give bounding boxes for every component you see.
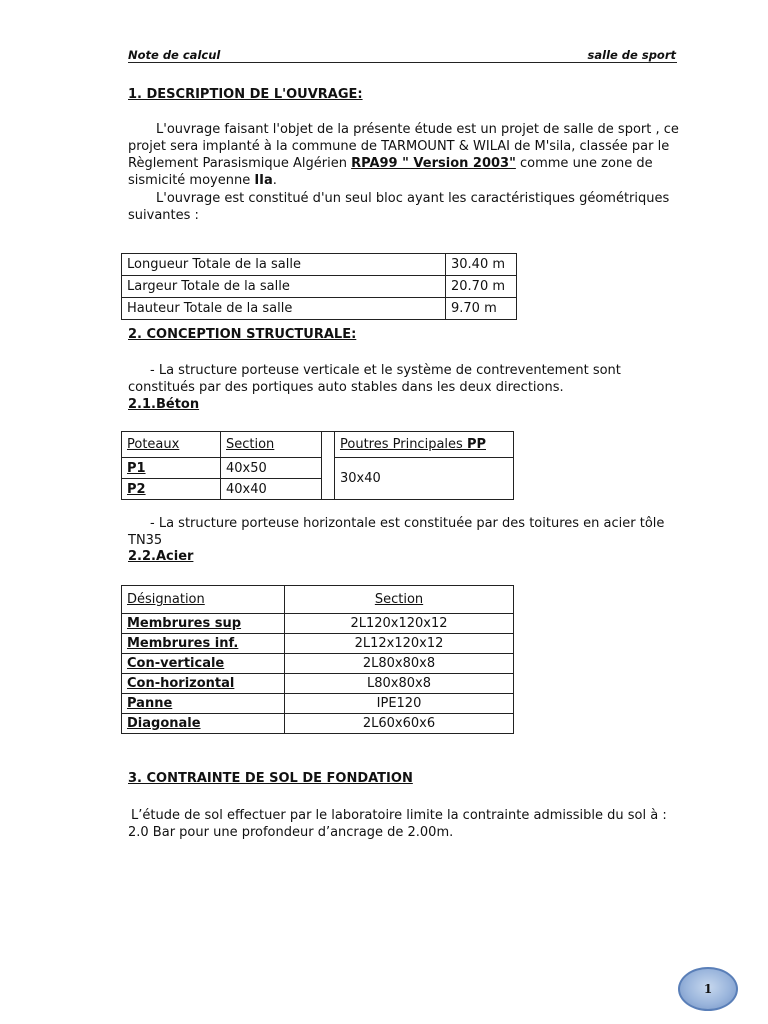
col-section: Section [285,586,514,614]
table-row [122,458,514,479]
col-poutres-abbr: PP [466,437,486,452]
dim-label: Longueur Totale de la salle [122,254,446,276]
dim-value: 20.70 m [446,276,517,298]
section3-paragraph1: L’étude de sol effectuer par le laboratoire limite la contrainte admissible du sol à : 2.0 Bar pour une profondeur d’ancrage de 2.00m. [128,808,667,840]
dim-value: 30.40 m [446,254,517,276]
member-section: 2L12x120x12 [285,634,514,654]
col-poteaux: Poteaux [122,432,221,458]
member-section: 2L60x60x6 [285,714,514,734]
header-right: salle de sport [587,48,676,62]
member-name: Con-horizontal [122,674,285,694]
section1-paragraph2: L'ouvrage est constitué d'un seul bloc ayant les caractéristiques géométriques suivantes : [128,191,670,223]
beton-table [121,431,514,500]
member-section: IPE120 [285,694,514,714]
poteau-name: P2 [122,479,221,500]
spacer-column [322,432,335,500]
col-poutres-label: Poutres Principales [340,437,467,452]
page-number-badge: 1 [678,967,738,1011]
col-designation: Désignation [122,586,285,614]
member-name: Panne [122,694,285,714]
table-row [122,634,514,654]
p1-text1: L'ouvrage faisant l'objet de la présente étude est un projet de salle de sport , ce projet sera implanté à la commune de TARMOUNT & WILAI de M'sila, classée par le Règlement Parasismique Algérien [128,122,679,171]
dim-value: 9.70 m [446,298,517,320]
member-name: Membrures inf. [122,634,285,654]
section3-title: 3. CONTRAINTE DE SOL DE FONDATION [128,771,413,786]
member-name: Membrures sup [122,614,285,634]
p1-regulation: RPA99 " Version 2003" [351,156,516,171]
poteau-section: 40x40 [221,479,322,500]
p1-text3: . [272,173,277,188]
p1-text2: comme une zone de sismicité moyenne [128,156,653,188]
section1-title: 1. DESCRIPTION DE L'OUVRAGE: [128,87,363,102]
col-poutres [335,432,514,458]
col-section: Section [221,432,322,458]
p1-zone: IIa [254,173,273,188]
table-row [122,674,514,694]
beton-subtitle: 2.1.Béton [128,397,200,412]
table-header-row [122,432,514,458]
section2-paragraph1: - La structure porteuse verticale et le système de contreventement sont constitués par des portiques auto stables dans les deux directions. [128,363,621,395]
poutre-section: 30x40 [335,458,514,500]
table-row [122,654,514,674]
dimensions-table [121,253,517,320]
dim-label: Largeur Totale de la salle [122,276,446,298]
table-row [122,614,514,634]
member-section: L80x80x8 [285,674,514,694]
section1-paragraph1 [128,121,688,189]
section2-paragraph2: - La structure porteuse horizontale est constituée par des toitures en acier tôle TN35 [128,516,665,548]
member-name: Diagonale [122,714,285,734]
table-header-row [122,586,514,614]
poteau-section: 40x50 [221,458,322,479]
acier-subtitle: 2.2.Acier [128,549,194,564]
table-row [122,276,517,298]
table-row [122,298,517,320]
dim-label: Hauteur Totale de la salle [122,298,446,320]
table-row [122,694,514,714]
acier-table [121,585,514,734]
member-section: 2L80x80x8 [285,654,514,674]
section2-title: 2. CONCEPTION STRUCTURALE: [128,327,357,342]
member-section: 2L120x120x12 [285,614,514,634]
member-name: Con-verticale [122,654,285,674]
header-rule [128,62,677,63]
table-row [122,254,517,276]
header-left: Note de calcul [128,48,221,62]
poteau-name: P1 [122,458,221,479]
table-row [122,714,514,734]
